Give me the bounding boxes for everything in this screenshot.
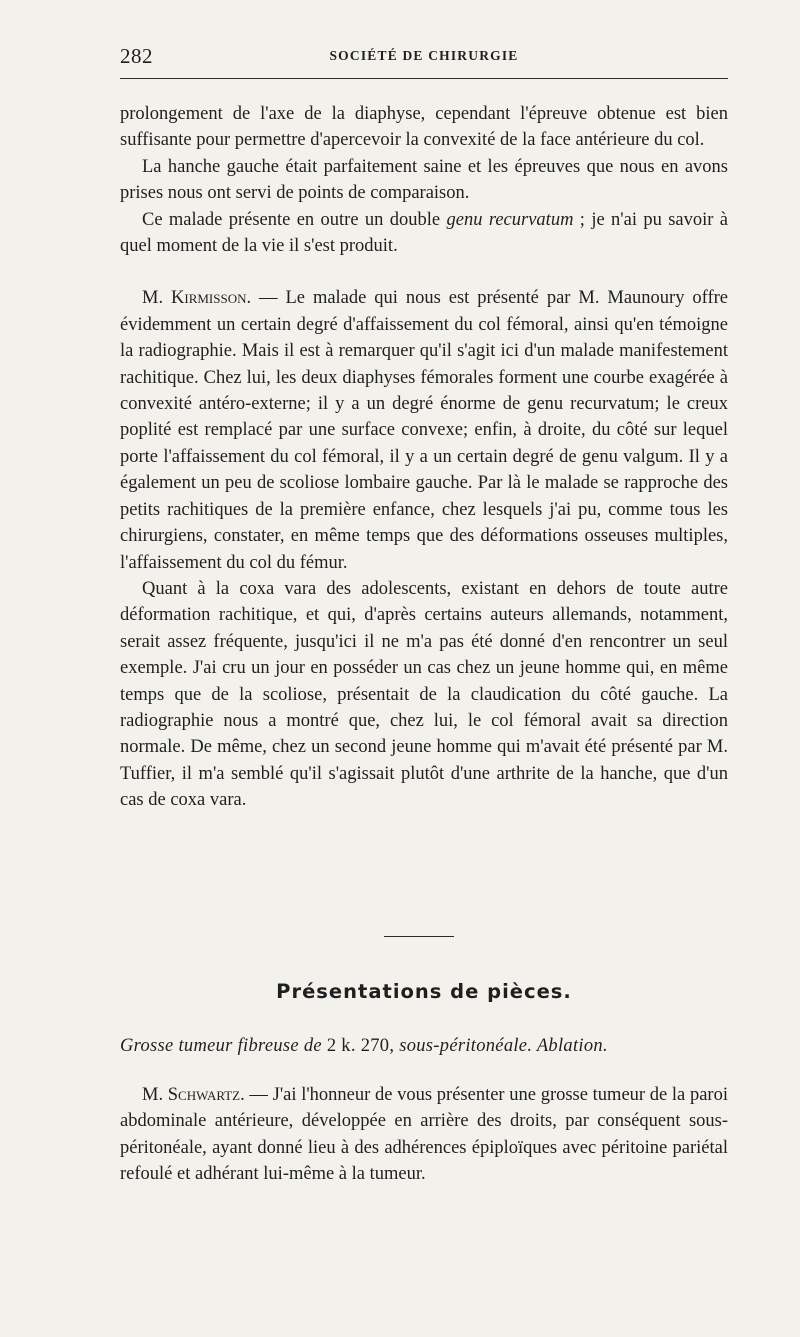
- paragraph-4-text: — Le malade qui nous est présenté par M. Maunoury offre évidemment un certain degré d'affaissement du col fémoral, ainsi qu'en témoigne la radiographie. Mais il est à remarquer qu'il s'agit ici d'un malade manifestement rachitique. Chez lui, les deux diaphyses fémorales forment une courbe exagérée à convexité antéro-externe; il y a un degré énorme de genu recurvatum; le creux poplité est remplacé par une surface convexe; enfin, à droite, du côté sur lequel porte l'affaissement du col fémoral, il y a un certain degré de genu valgum. Il y a également un peu de scoliose lombaire gauche. Par là le malade se rapproche des petits rachitiques de la première enfance, chez lesquels j'ai pu, comme tous les chirurgiens, constater, en même temps que des déformations osseuses multiples, l'affaissement du col du fémur.: [120, 288, 728, 573]
- paragraph-5: Quant à la coxa vara des adolescents, existant en dehors de toute autre déformation rachitique, et qui, d'après certains auteurs allemands, notamment, serait assez fréquente, jusqu'ici il ne m'a pas été donné d'en rencontrer un seul exemple. J'ai cru un jour en posséder un cas chez un jeune homme qui, en même temps que de la scoliose, présentait de la claudication du côté gauche. La radiographie nous a montré que, chez lui, le col fémoral avait sa direction normale. De même, chez un second jeune homme qui m'avait été présenté par M. Tuffier, il m'a semblé qu'il s'agissait plutôt d'une arthrite de la hanche, que d'un cas de coxa vara.: [120, 578, 728, 811]
- paragraph-6: [120, 1082, 728, 1188]
- main-text: [120, 101, 728, 814]
- paragraph-3-text-b: ; je n'ai pu savoir à quel moment de la vie il s'est produit.: [120, 209, 728, 257]
- second-text: [120, 1082, 728, 1188]
- paragraph-1: prolongement de l'axe de la diaphyse, cependant l'épreuve obtenue est bien suffisante pour permettre d'apercevoir la convexité de la face antérieure du col.: [120, 104, 728, 151]
- paragraph-3-italic: genu recurvatum: [446, 209, 574, 230]
- section-title: Présentations de pièces.: [276, 980, 572, 1003]
- paragraph-2: La hanche gauche était parfaitement saine et les épreuves que nous en avons prises nous ont servi de points de comparaison.: [120, 156, 728, 204]
- paragraph-3-text-a: Ce malade présente en outre un double: [142, 209, 447, 230]
- subtitle-part-c: sous-péritonéale. Ablation.: [394, 1036, 608, 1056]
- running-title: SOCIÉTÉ DE CHIRURGIE: [329, 48, 519, 63]
- paragraph-3: [120, 207, 728, 260]
- speaker-kirmisson: M. Kirmisson.: [142, 288, 252, 309]
- page-number: 282: [120, 44, 153, 68]
- paragraph-4: [120, 285, 728, 575]
- page-header: [120, 42, 728, 72]
- paragraph-6-text: — J'ai l'honneur de vous présenter une grosse tumeur de la paroi abdominale antérieure, développée en arrière des droits, par conséquent sous-péritonéale, ayant donné lieu à des adhérences épiploïques avec péritoine pariétal refoulé et adhérant lui-même à la tumeur.: [120, 1085, 728, 1185]
- section-subtitle: [120, 1036, 728, 1057]
- speaker-schwartz: M. Schwartz.: [142, 1085, 245, 1105]
- header-rule: [120, 78, 728, 79]
- subtitle-part-a: Grosse tumeur fibreuse de: [120, 1036, 327, 1056]
- section-divider: [384, 936, 454, 937]
- subtitle-weight: 2 k. 270,: [326, 1036, 395, 1056]
